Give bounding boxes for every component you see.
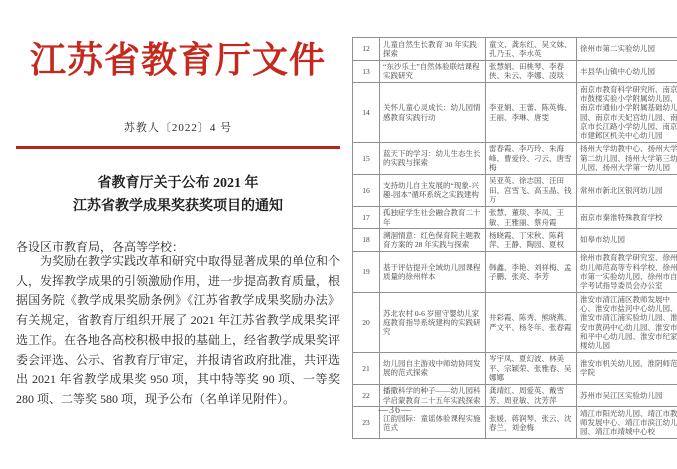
project-organization: 如皋市幼儿园 [577, 229, 677, 252]
project-title: 孤独症学生社会融合教育二十年 [380, 206, 486, 229]
project-authors: 吴亚英、徐志国、汪田田、宫雪飞、高玉晶、钱万 [486, 174, 577, 206]
project-title: 蓝天下的学习：幼儿生态生长的实践与探索 [380, 142, 486, 174]
row-number: 22 [353, 384, 380, 407]
project-title: 儿童自然生长教育 30 年实践探索 [380, 38, 486, 61]
project-organization: 南京市秦淮特殊教育学校 [577, 206, 677, 229]
project-title: 溯洄情意：红色保育院主题教育方案的 28 年实践与探索 [380, 229, 486, 252]
row-number: 15 [353, 142, 380, 174]
table-row [353, 38, 677, 61]
row-number: 17 [353, 206, 380, 229]
project-title: 支持幼儿自主发展的“现象-兴趣-园本”循环系统之实践建构 [380, 174, 486, 206]
project-organization: 淮安市机关幼儿园、淮阴师范学院 [577, 352, 677, 384]
project-authors: 童文、龚东红、吴文妹、孔乃玉、李水英 [486, 38, 577, 61]
project-authors: 杨晓霞、丁宋秋、陈莉萍、王静、陶园、夏权 [486, 229, 577, 252]
project-title: 苏北农村 0-6 岁留守婴幼儿家庭教育指导系统建构的实践研究 [380, 293, 486, 353]
project-organization: 徐州市第二实验幼儿园 [577, 38, 677, 61]
project-authors: 张慧、董琰、李凤、王敏、王雅丽、蔡舟霞 [486, 206, 577, 229]
document-header: 江苏省教育厅文件 [29, 40, 326, 80]
project-organization: 常州市新北区银河幼儿园 [577, 174, 677, 206]
row-number: 12 [353, 38, 380, 61]
project-authors: 井彩霞、陈秀、熊晓燕、严文平、杨冬年、张春霞 [486, 293, 577, 353]
table-row [353, 206, 677, 229]
row-number: 13 [353, 60, 380, 83]
row-number: 16 [353, 174, 380, 206]
project-organization: 苏州市吴江区实验幼儿园 [577, 384, 677, 407]
project-authors: 雷春霞、李巧玲、朱海峰、曹爱伶、刁云、唐雪梅 [486, 142, 577, 174]
project-title: 关怀儿童心灵成长：幼儿园情感教育实践行动 [380, 83, 486, 143]
table-row [353, 60, 677, 83]
project-title: 基于评估提升全域幼儿园课程质量的徐州样本 [380, 251, 486, 292]
table-row [353, 352, 677, 384]
project-authors: 张媛、蒋润琴、张云、沈春兰、刘金梅 [486, 407, 577, 439]
header-divider [16, 146, 340, 149]
salutation: 各设区市教育局，各高等学校： [16, 240, 185, 254]
row-number: 20 [353, 293, 380, 353]
table-row [353, 83, 677, 143]
project-title: “东沙乐土”自然体验联结课程实践研究 [380, 60, 486, 83]
table-row [353, 142, 677, 174]
project-authors: 李亚娟、王蕾、陈英梅、王丽、李琳、唐雯 [486, 83, 577, 143]
notice-title-line1: 省教育厅关于公布 2021 年 [97, 176, 259, 191]
notice-title-line2: 江苏省教学成果奖获奖项目的通知 [73, 199, 283, 214]
row-number: 18 [353, 229, 380, 252]
project-organization: 徐州市教育教学研究室、徐州幼儿师范高等专科学校、徐州市第一实验幼儿园、徐州市自学考试指导委员会办公室 [577, 251, 677, 292]
project-organization: 靖江市阳光幼儿园、靖江市教师发展中心、靖江市滨江幼儿园、靖江市靖城中心校 [577, 407, 677, 439]
project-title: 江韵园际：童谣体验课程实施范式 [380, 407, 486, 439]
table-row [353, 251, 677, 292]
table-row [353, 229, 677, 252]
project-organization: 南京市教育科学研究所、南京市鼓楼实验小学附属幼儿园、南京市通仙小学附属基础幼儿园、南京市天妃宫幼儿园、南京市长江路小学幼儿园、南京市建邺区机关中心幼儿园 [577, 83, 677, 143]
notice-page [16, 0, 340, 469]
table-row [353, 384, 677, 407]
project-organization: 淮安市清江浦区教师发展中心、淮安市盐河中心幼儿园、淮安市清江浦实验幼儿园、淮安市黄码中心幼儿园、淮安市和平中心幼儿园、淮安市纪家楼幼儿园 [577, 293, 677, 353]
project-title: 幼儿园自主游戏中师幼协同发展的范式探索 [380, 352, 486, 384]
table-row [353, 174, 677, 206]
row-number: 21 [353, 352, 380, 384]
notice-body: 为奖励在教学实践改革和研究中取得显著成果的单位和个人，发挥教学成果的引领激励作用，进一步提高教育质量，根据国务院《教学成果奖励条例》《江苏省教学成果奖励办法》有关规定，省教育厅组织开展了 2021 年江苏省教学成果奖评选工作。在各地各高校积极申报的基础上，经省教学成果奖评委会评选、公示、省教育厅审定，并报请省政府批准，共评选出 2021 年省教学成果奖 950 项，其中特等奖 90 项、一等奖 280 项、二等奖 580 项，现予公布（名单详见附件）。 [16, 254, 341, 406]
project-authors: 韩鑫、李艳、刘祥梅、孟子鹏、张亮、李芳 [486, 251, 577, 292]
document-number: 苏教人〔2022〕4 号 [123, 122, 233, 134]
project-authors: 张慧娟、田桃琴、李春侠、朱云、李娜、凌琰 [486, 60, 577, 83]
project-organization: 扬州大学幼教中心、扬州大学第二幼儿园、扬州大学第三幼儿园、扬州大学第一幼儿园 [577, 142, 677, 174]
project-authors: 龚靖红、周爱英、戴雪芳、周亚敏、沈芳萍 [486, 384, 577, 407]
project-title: 播撒科学的种子——幼儿园科学启蒙教育二十五年实践探索 [380, 384, 486, 407]
row-number: 23 [353, 407, 380, 439]
row-number: 19 [353, 251, 380, 292]
row-number: 14 [353, 83, 380, 143]
page-number: —36— [378, 405, 412, 416]
awards-table [352, 37, 677, 439]
notice-title [16, 172, 340, 218]
awards-table-page [352, 0, 677, 469]
project-organization: 丰县华山镇中心幼儿园 [577, 60, 677, 83]
project-authors: 岑宇凤、夏幻波、林美平、宗颖荣、张雅春、吴娜娜 [486, 352, 577, 384]
table-row [353, 293, 677, 353]
